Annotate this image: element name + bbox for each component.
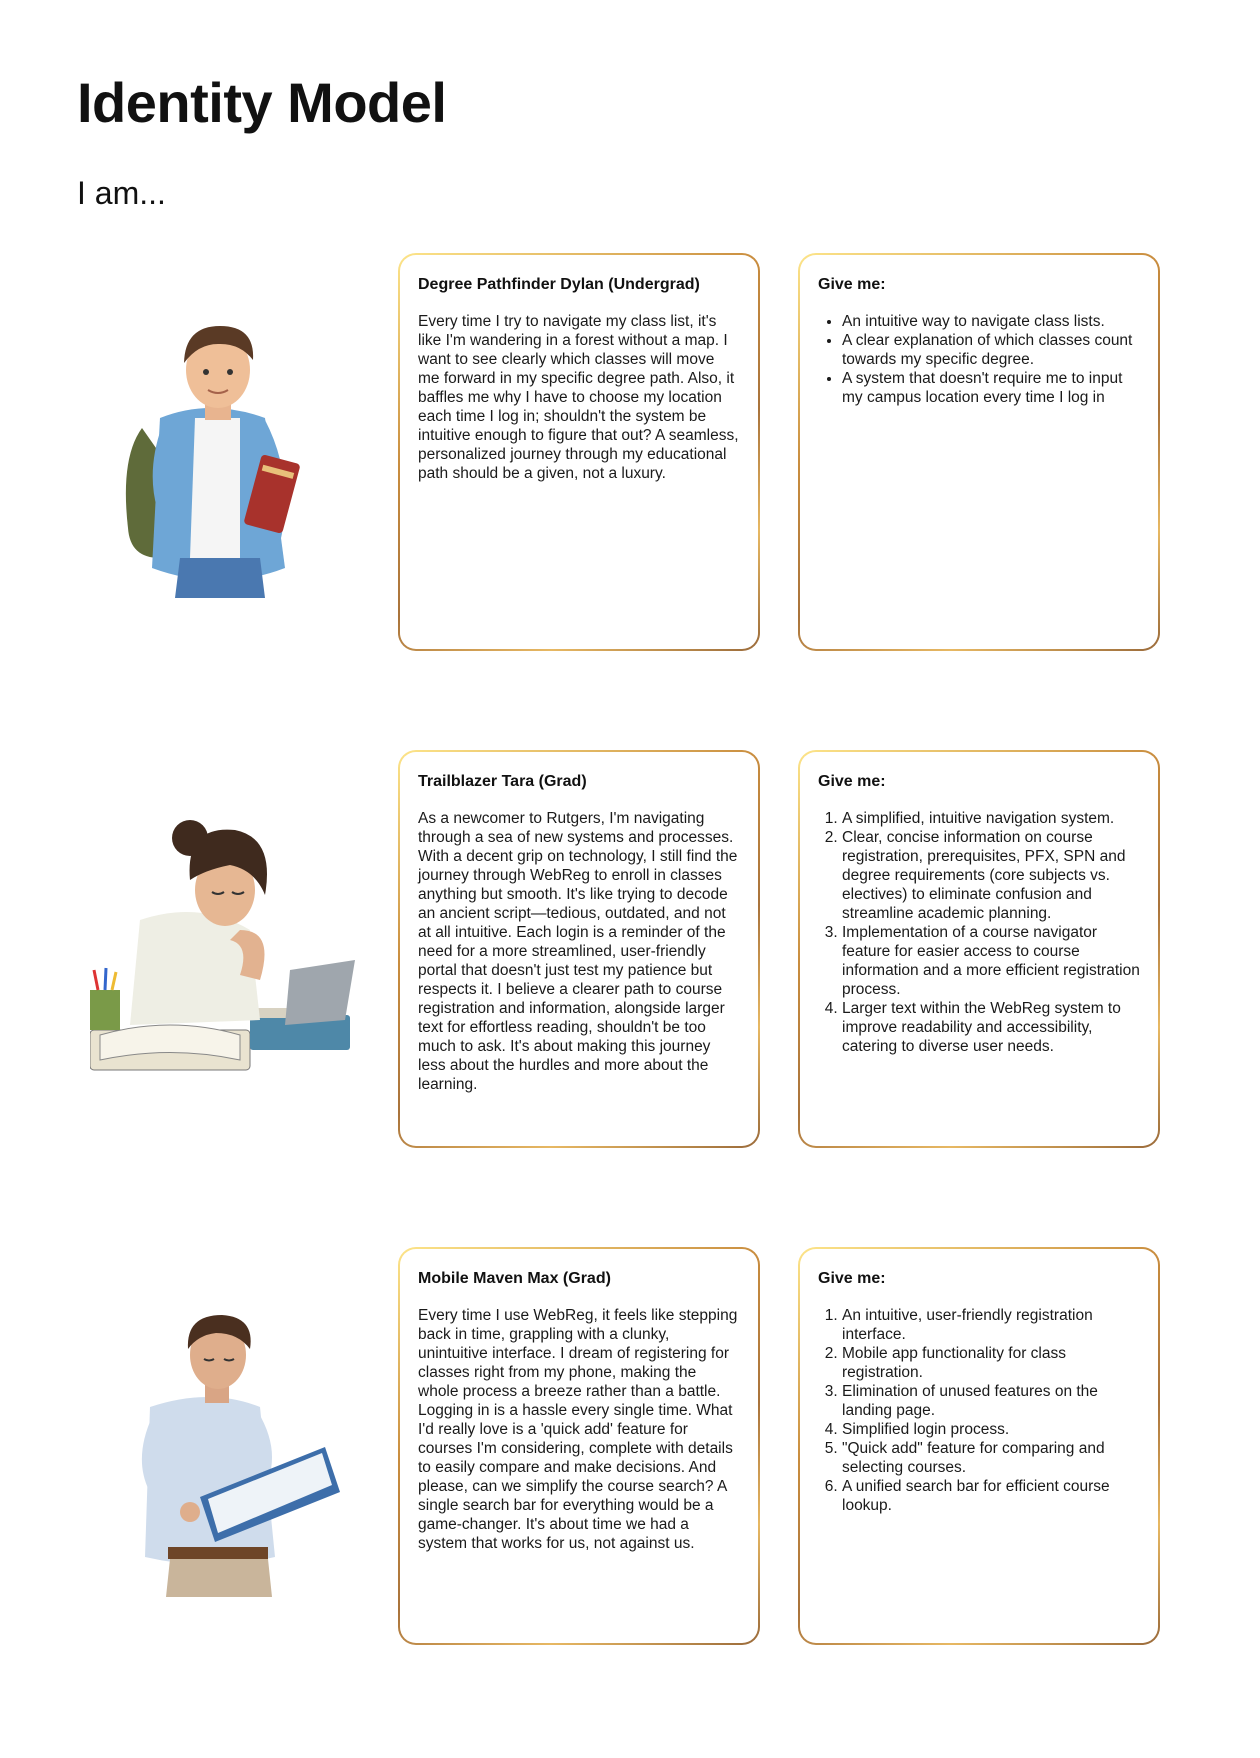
needs-heading: Give me: <box>818 773 886 790</box>
story-card-tara <box>398 750 760 1148</box>
list-item: 4. Larger text within the WebReg system to improve readability and accessibility, catering to diverse user needs. <box>842 999 1140 1056</box>
persona-name: Degree Pathfinder Dylan (Undergrad) <box>418 276 700 293</box>
needs-card-dylan <box>798 253 1160 651</box>
list-item: 2. Mobile app functionality for class registration. <box>842 1344 1140 1382</box>
persona-story: Every time I use WebReg, it feels like stepping back in time, grappling with a clunky, unintuitive interface. I dream of registering for classes right from my phone, making the whole process a breeze rather than a battle. Logging in is a hassle every single time. What I'd really love is a 'quick add' feature for courses I'm considering, complete with details to easily compare and make decisions. And please, can we simplify the course search? A single search bar for everything would be a game-changer. It's about time we had a system that works for us, not against us. <box>418 1307 738 1552</box>
persona-illustration-tara <box>90 810 360 1100</box>
persona-story: As a newcomer to Rutgers, I'm navigating through a sea of new systems and processes. With a decent grip on technology, I still find the journey through WebReg to enroll in classes anything but smooth. It's like trying to decode an ancient script—tedious, outdated, and not at all intuitive. Each login is a reminder of the need for a more streamlined, user-friendly portal that doesn't just test my patience but respects it. I believe a clearer path to course registration and information, alongside larger text for effortless reading, shouldn't be too much to ask. It's about making this journey less about the hurdles and more about the learning. <box>418 810 738 1093</box>
list-item: 3. Implementation of a course navigator feature for easier access to course information and a more efficient registration process. <box>842 923 1140 999</box>
persona-row-max <box>0 1247 1260 1647</box>
persona-row-dylan <box>0 253 1260 653</box>
page-title: Identity Model <box>77 71 447 134</box>
list-item: 2. Clear, concise information on course registration, prerequisites, PFX, SPN and degree requirements (core subjects vs. electives) to eliminate confusion and streamline academic planning. <box>842 828 1140 923</box>
needs-list <box>818 1306 1140 1515</box>
needs-heading: Give me: <box>818 276 886 293</box>
list-item: • An intuitive way to navigate class lists. <box>842 312 1140 331</box>
list-item: 5. "Quick add" feature for comparing and selecting courses. <box>842 1439 1140 1477</box>
needs-card-max <box>798 1247 1160 1645</box>
needs-list <box>818 809 1140 1056</box>
list-item: 1. An intuitive, user-friendly registration interface. <box>842 1306 1140 1344</box>
persona-name: Trailblazer Tara (Grad) <box>418 773 587 790</box>
list-item: 3. Elimination of unused features on the landing page. <box>842 1382 1140 1420</box>
persona-illustration-max <box>90 1307 360 1597</box>
persona-story: Every time I try to navigate my class list, it's like I'm wandering in a forest without a map. I want to see clearly which classes will move me forward in my specific degree path. Also, it baffles me why I have to choose my location each time I log in; shouldn't the system be intuitive enough to figure that out? A seamless, personalized journey through my educational path should be a given, not a luxury. <box>418 313 739 482</box>
page-subtitle: I am... <box>77 175 166 211</box>
needs-card-tara <box>798 750 1160 1148</box>
list-item: 6. A unified search bar for efficient course lookup. <box>842 1477 1140 1515</box>
persona-illustration-dylan <box>90 308 360 598</box>
list-item: 1. A simplified, intuitive navigation system. <box>842 809 1140 828</box>
list-item: 4. Simplified login process. <box>842 1420 1140 1439</box>
story-card-max <box>398 1247 760 1645</box>
needs-heading: Give me: <box>818 1270 886 1287</box>
story-card-dylan <box>398 253 760 651</box>
persona-name: Mobile Maven Max (Grad) <box>418 1270 611 1287</box>
persona-row-tara <box>0 750 1260 1150</box>
needs-list <box>818 312 1140 407</box>
list-item: • A system that doesn't require me to input my campus location every time I log in <box>842 369 1140 407</box>
list-item: • A clear explanation of which classes count towards my specific degree. <box>842 331 1140 369</box>
